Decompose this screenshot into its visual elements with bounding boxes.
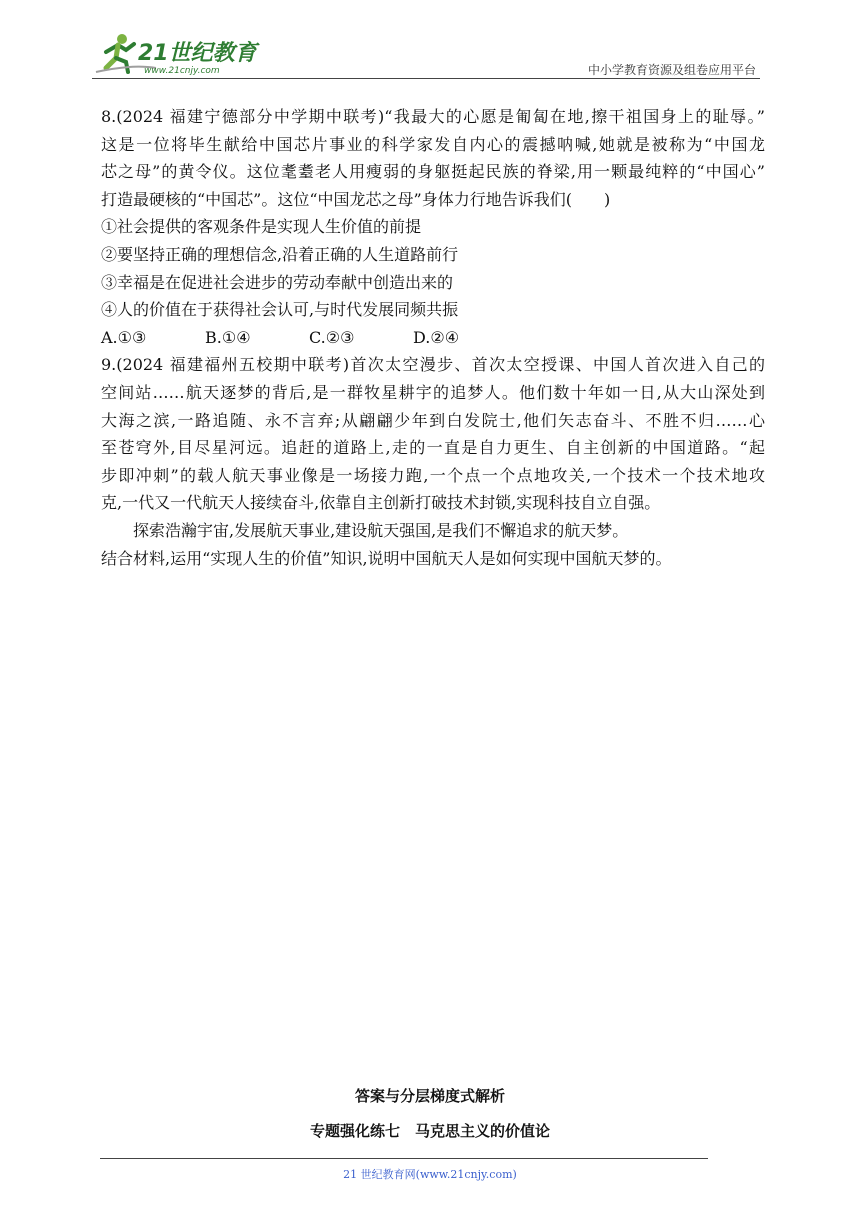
q8-statement: ③幸福是在促进社会进步的劳动奉献中创造出来的 — [101, 272, 454, 292]
option-d: D.②④ — [413, 327, 460, 347]
svg-text:21世纪教育: 21世纪教育 — [138, 41, 257, 66]
q9-task: 结合材料,运用“实现人生的价值”知识,说明中国航天人是如何实现中国航天梦的。 — [101, 548, 672, 568]
answer-section-title: 答案与分层梯度式解析 — [354, 1087, 505, 1105]
q9-material-line: 克,一代又一代航天人接续奋斗,依靠自主创新打破技术封锁,实现科技自立自强。 — [101, 493, 661, 513]
q8-stem-line: 这是一位将毕生献给中国芯片事业的科学家发自内心的震撼呐喊,她就是被称为“中国龙 — [101, 134, 765, 154]
q9-material-paragraph: 探索浩瀚宇宙,发展航天事业,建设航天强国,是我们不懈追求的航天梦。 — [133, 520, 629, 540]
q8-stem-line: 8.(2024 福建宁德部分中学期中联考)“我最大的心愿是匍匐在地,擦干祖国身上的耻辱。” — [101, 107, 765, 126]
q8-stem-close: ) — [603, 189, 611, 209]
q9-material-line: 空间站……航天逐梦的背后,是一群牧星耕宇的追梦人。他们数十年如一日,从大山深处到 — [101, 382, 765, 402]
q8-options — [101, 324, 765, 352]
option-c: C.②③ — [309, 327, 355, 347]
platform-name: 中小学教育资源及组卷应用平台 — [587, 63, 756, 77]
svg-text:www.21cnjy.com: www.21cnjy.com — [144, 66, 220, 76]
header-divider — [92, 78, 760, 79]
q8-stem-line: 芯之母”的黄令仪。这位耄耋老人用瘦弱的身躯挺起民族的脊梁,用一颗最纯粹的“中国心” — [101, 162, 765, 182]
page-header — [92, 30, 760, 82]
q8-stem-text: 打造最硬核的“中国芯”。这位“中国龙芯之母”身体力行地告诉我们( — [101, 189, 572, 209]
footer-divider — [100, 1158, 708, 1159]
q9-material-line: 大海之滨,一路追随、永不言弃;从翩翩少年到白发院士,他们矢志奋斗、不胜不归……心 — [101, 410, 765, 430]
question-8 — [101, 103, 765, 351]
q8-stem-line — [101, 186, 765, 214]
site-logo[interactable] — [92, 30, 262, 78]
option-b: B.①④ — [205, 327, 251, 347]
q8-statement: ①社会提供的客观条件是实现人生价值的前提 — [101, 217, 422, 237]
option-a: A.①③ — [101, 327, 147, 347]
runner-logo-icon — [92, 30, 262, 78]
q9-material-line: 至苍穹外,目尽星河远。追赶的道路上,走的一直是自力更生、自主创新的中国道路。“起 — [101, 438, 765, 458]
answer-section-subtitle: 专题强化练七 马克思主义的价值论 — [309, 1122, 550, 1140]
q8-statement: ④人的价值在于获得社会认可,与时代发展同频共振 — [101, 300, 459, 320]
question-content — [101, 103, 765, 572]
q9-material-line: 步即冲刺”的载人航天事业像是一场接力跑,一个点一个点地攻关,一个技术一个技术地攻 — [101, 465, 765, 485]
q8-statement: ②要坚持正确的理想信念,沿着正确的人生道路前行 — [101, 244, 459, 264]
q9-material-line: 9.(2024 福建福州五校期中联考)首次太空漫步、首次太空授课、中国人首次进入自己的 — [101, 355, 765, 375]
footer-site-link[interactable]: 21 世纪教育网(www.21cnjy.com) — [343, 1168, 517, 1181]
question-9 — [101, 351, 765, 572]
